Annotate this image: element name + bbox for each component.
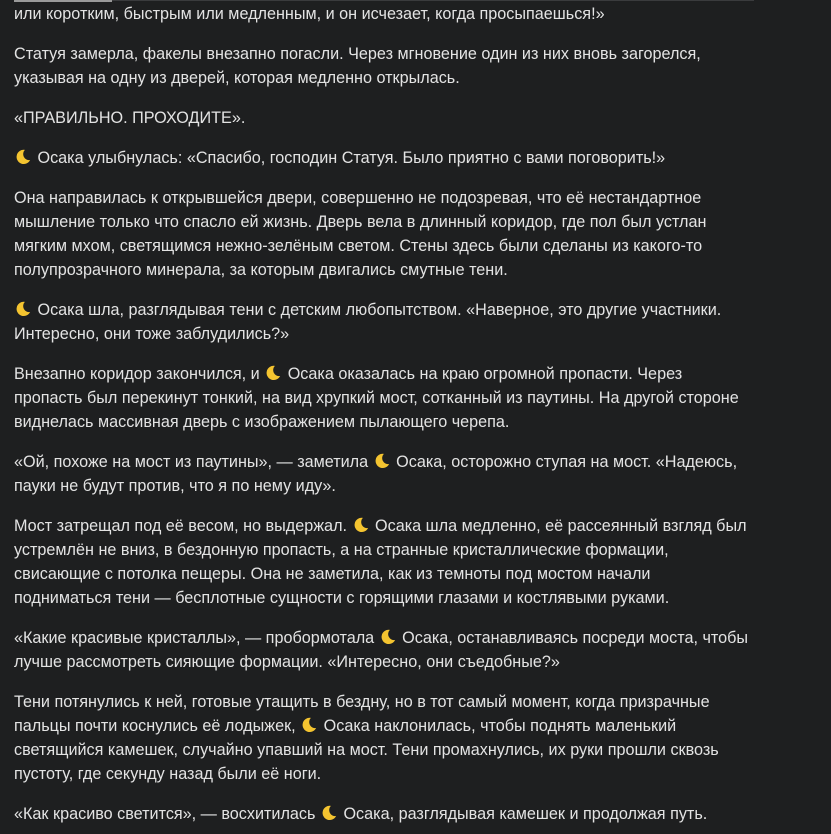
paragraph-line bbox=[14, 386, 814, 410]
story-paragraph bbox=[14, 450, 814, 498]
chat-message-body bbox=[14, 2, 814, 834]
text-segment: полупрозрачного минерала, за которым двигались смутные тени. bbox=[14, 261, 508, 279]
crescent-moon-icon bbox=[320, 804, 338, 822]
story-paragraph bbox=[14, 514, 814, 610]
text-segment: пустоту, где секунду назад были её ноги. bbox=[14, 765, 322, 783]
text-segment: Внезапно коридор закончился, и bbox=[14, 365, 265, 383]
paragraph-line bbox=[14, 210, 814, 234]
story-paragraph bbox=[14, 298, 814, 346]
text-segment: подниматься тени — бесплотные сущности с горящими глазами и костлявыми руками. bbox=[14, 589, 670, 607]
paragraph-line bbox=[14, 562, 814, 586]
story-paragraph bbox=[14, 362, 814, 434]
text-segment: Мост затрещал под её весом, но выдержал. bbox=[14, 517, 352, 535]
text-segment: Тени потянулись к ней, готовые утащить в бездну, но в тот самый момент, когда призрачные bbox=[14, 693, 710, 711]
crescent-moon-icon bbox=[14, 300, 32, 318]
text-segment: Осака шла, разглядывая тени с детским любопытством. «Наверное, это другие участники. bbox=[33, 301, 722, 319]
text-segment: указывая на одну из дверей, которая медленно открылась. bbox=[14, 69, 460, 87]
text-segment: виднелась массивная дверь с изображением пылающего черепа. bbox=[14, 413, 510, 431]
paragraph-line bbox=[14, 626, 814, 650]
paragraph-line bbox=[14, 690, 814, 714]
paragraph-line bbox=[14, 298, 814, 322]
text-segment: «ПРАВИЛЬНО. ПРОХОДИТЕ». bbox=[14, 109, 246, 127]
top-divider bbox=[14, 0, 754, 1]
text-segment: Осака улыбнулась: «Спасибо, господин Статуя. Было приятно с вами поговорить!» bbox=[33, 149, 666, 167]
text-segment: «Как красиво светится», — восхитилась bbox=[14, 805, 320, 823]
story-paragraph bbox=[14, 2, 814, 26]
text-segment: Осака наклонилась, чтобы поднять маленький bbox=[319, 717, 677, 735]
text-segment: Осака шла медленно, её рассеянный взгляд был bbox=[370, 517, 747, 535]
story-paragraph bbox=[14, 146, 814, 170]
story-paragraph bbox=[14, 42, 814, 90]
story-paragraph bbox=[14, 802, 814, 826]
text-segment: Статуя замерла, факелы внезапно погасли. Через мгновение один из них вновь загорелся, bbox=[14, 45, 701, 63]
paragraph-line bbox=[14, 738, 814, 762]
text-segment: Осака, останавливаясь посреди моста, чтобы bbox=[397, 629, 749, 647]
story-paragraph bbox=[14, 626, 814, 674]
paragraph-line bbox=[14, 450, 814, 474]
paragraph-line bbox=[14, 802, 814, 826]
text-segment: устремлён не вниз, в бездонную пропасть, а на странные кристаллические формации, bbox=[14, 541, 669, 559]
story-paragraph bbox=[14, 106, 814, 130]
text-segment: Осака, разглядывая камешек и продолжая путь. bbox=[338, 805, 708, 823]
text-segment: «Ой, похоже на мост из паутины», — заметила bbox=[14, 453, 373, 471]
paragraph-line bbox=[14, 514, 814, 538]
crescent-moon-icon bbox=[14, 148, 32, 166]
crescent-moon-icon bbox=[264, 364, 282, 382]
paragraph-line bbox=[14, 2, 814, 26]
paragraph-line bbox=[14, 234, 814, 258]
text-segment: мягким мхом, светящимся нежно-зелёным светом. Стены здесь были сделаны из какого-то bbox=[14, 237, 703, 255]
text-segment: Осака оказалась на краю огромной пропасти. Через bbox=[283, 365, 683, 383]
paragraph-line bbox=[14, 106, 814, 130]
text-segment: светящийся камешек, случайно упавший на мост. Тени промахнулись, их руки прошли сквозь bbox=[14, 741, 719, 759]
text-segment: лучше рассмотреть сияющие формации. «Интересно, они съедобные?» bbox=[14, 653, 560, 671]
crescent-moon-icon bbox=[373, 452, 391, 470]
text-segment: мышление только что спасло ей жизнь. Дверь вела в длинный коридор, где пол был устлан bbox=[14, 213, 707, 231]
text-segment: Осака, осторожно ступая на мост. «Надеюсь, bbox=[391, 453, 738, 471]
paragraph-line bbox=[14, 362, 814, 386]
text-segment: или коротким, быстрым или медленным, и он исчезает, когда просыпаешься!» bbox=[14, 5, 605, 23]
story-paragraph bbox=[14, 186, 814, 282]
paragraph-line bbox=[14, 66, 814, 90]
text-segment: Она направилась к открывшейся двери, совершенно не подозревая, что её нестандартное bbox=[14, 189, 702, 207]
paragraph-line bbox=[14, 258, 814, 282]
crescent-moon-icon bbox=[352, 516, 370, 534]
paragraph-line bbox=[14, 650, 814, 674]
text-segment: свисающие с потолка пещеры. Она не заметила, как из темноты под мостом начали bbox=[14, 565, 651, 583]
paragraph-line bbox=[14, 322, 814, 346]
story-paragraph bbox=[14, 690, 814, 786]
paragraph-line bbox=[14, 474, 814, 498]
paragraph-line bbox=[14, 42, 814, 66]
paragraph-line bbox=[14, 186, 814, 210]
crescent-moon-icon bbox=[379, 628, 397, 646]
text-segment: пауки не будут против, что я по нему иду». bbox=[14, 477, 336, 495]
text-segment: пальцы почти коснулись её лодыжек, bbox=[14, 717, 301, 735]
paragraph-line bbox=[14, 538, 814, 562]
paragraph-line bbox=[14, 146, 814, 170]
text-segment: «Какие красивые кристаллы», — пробормотала bbox=[14, 629, 379, 647]
text-segment: пропасть был перекинут тонкий, на вид хрупкий мост, сотканный из паутины. На другой стороне bbox=[14, 389, 739, 407]
paragraph-line bbox=[14, 762, 814, 786]
crescent-moon-icon bbox=[300, 716, 318, 734]
paragraph-line bbox=[14, 410, 814, 434]
paragraph-line bbox=[14, 586, 814, 610]
text-segment: Интересно, они тоже заблудились?» bbox=[14, 325, 290, 343]
paragraph-line bbox=[14, 714, 814, 738]
